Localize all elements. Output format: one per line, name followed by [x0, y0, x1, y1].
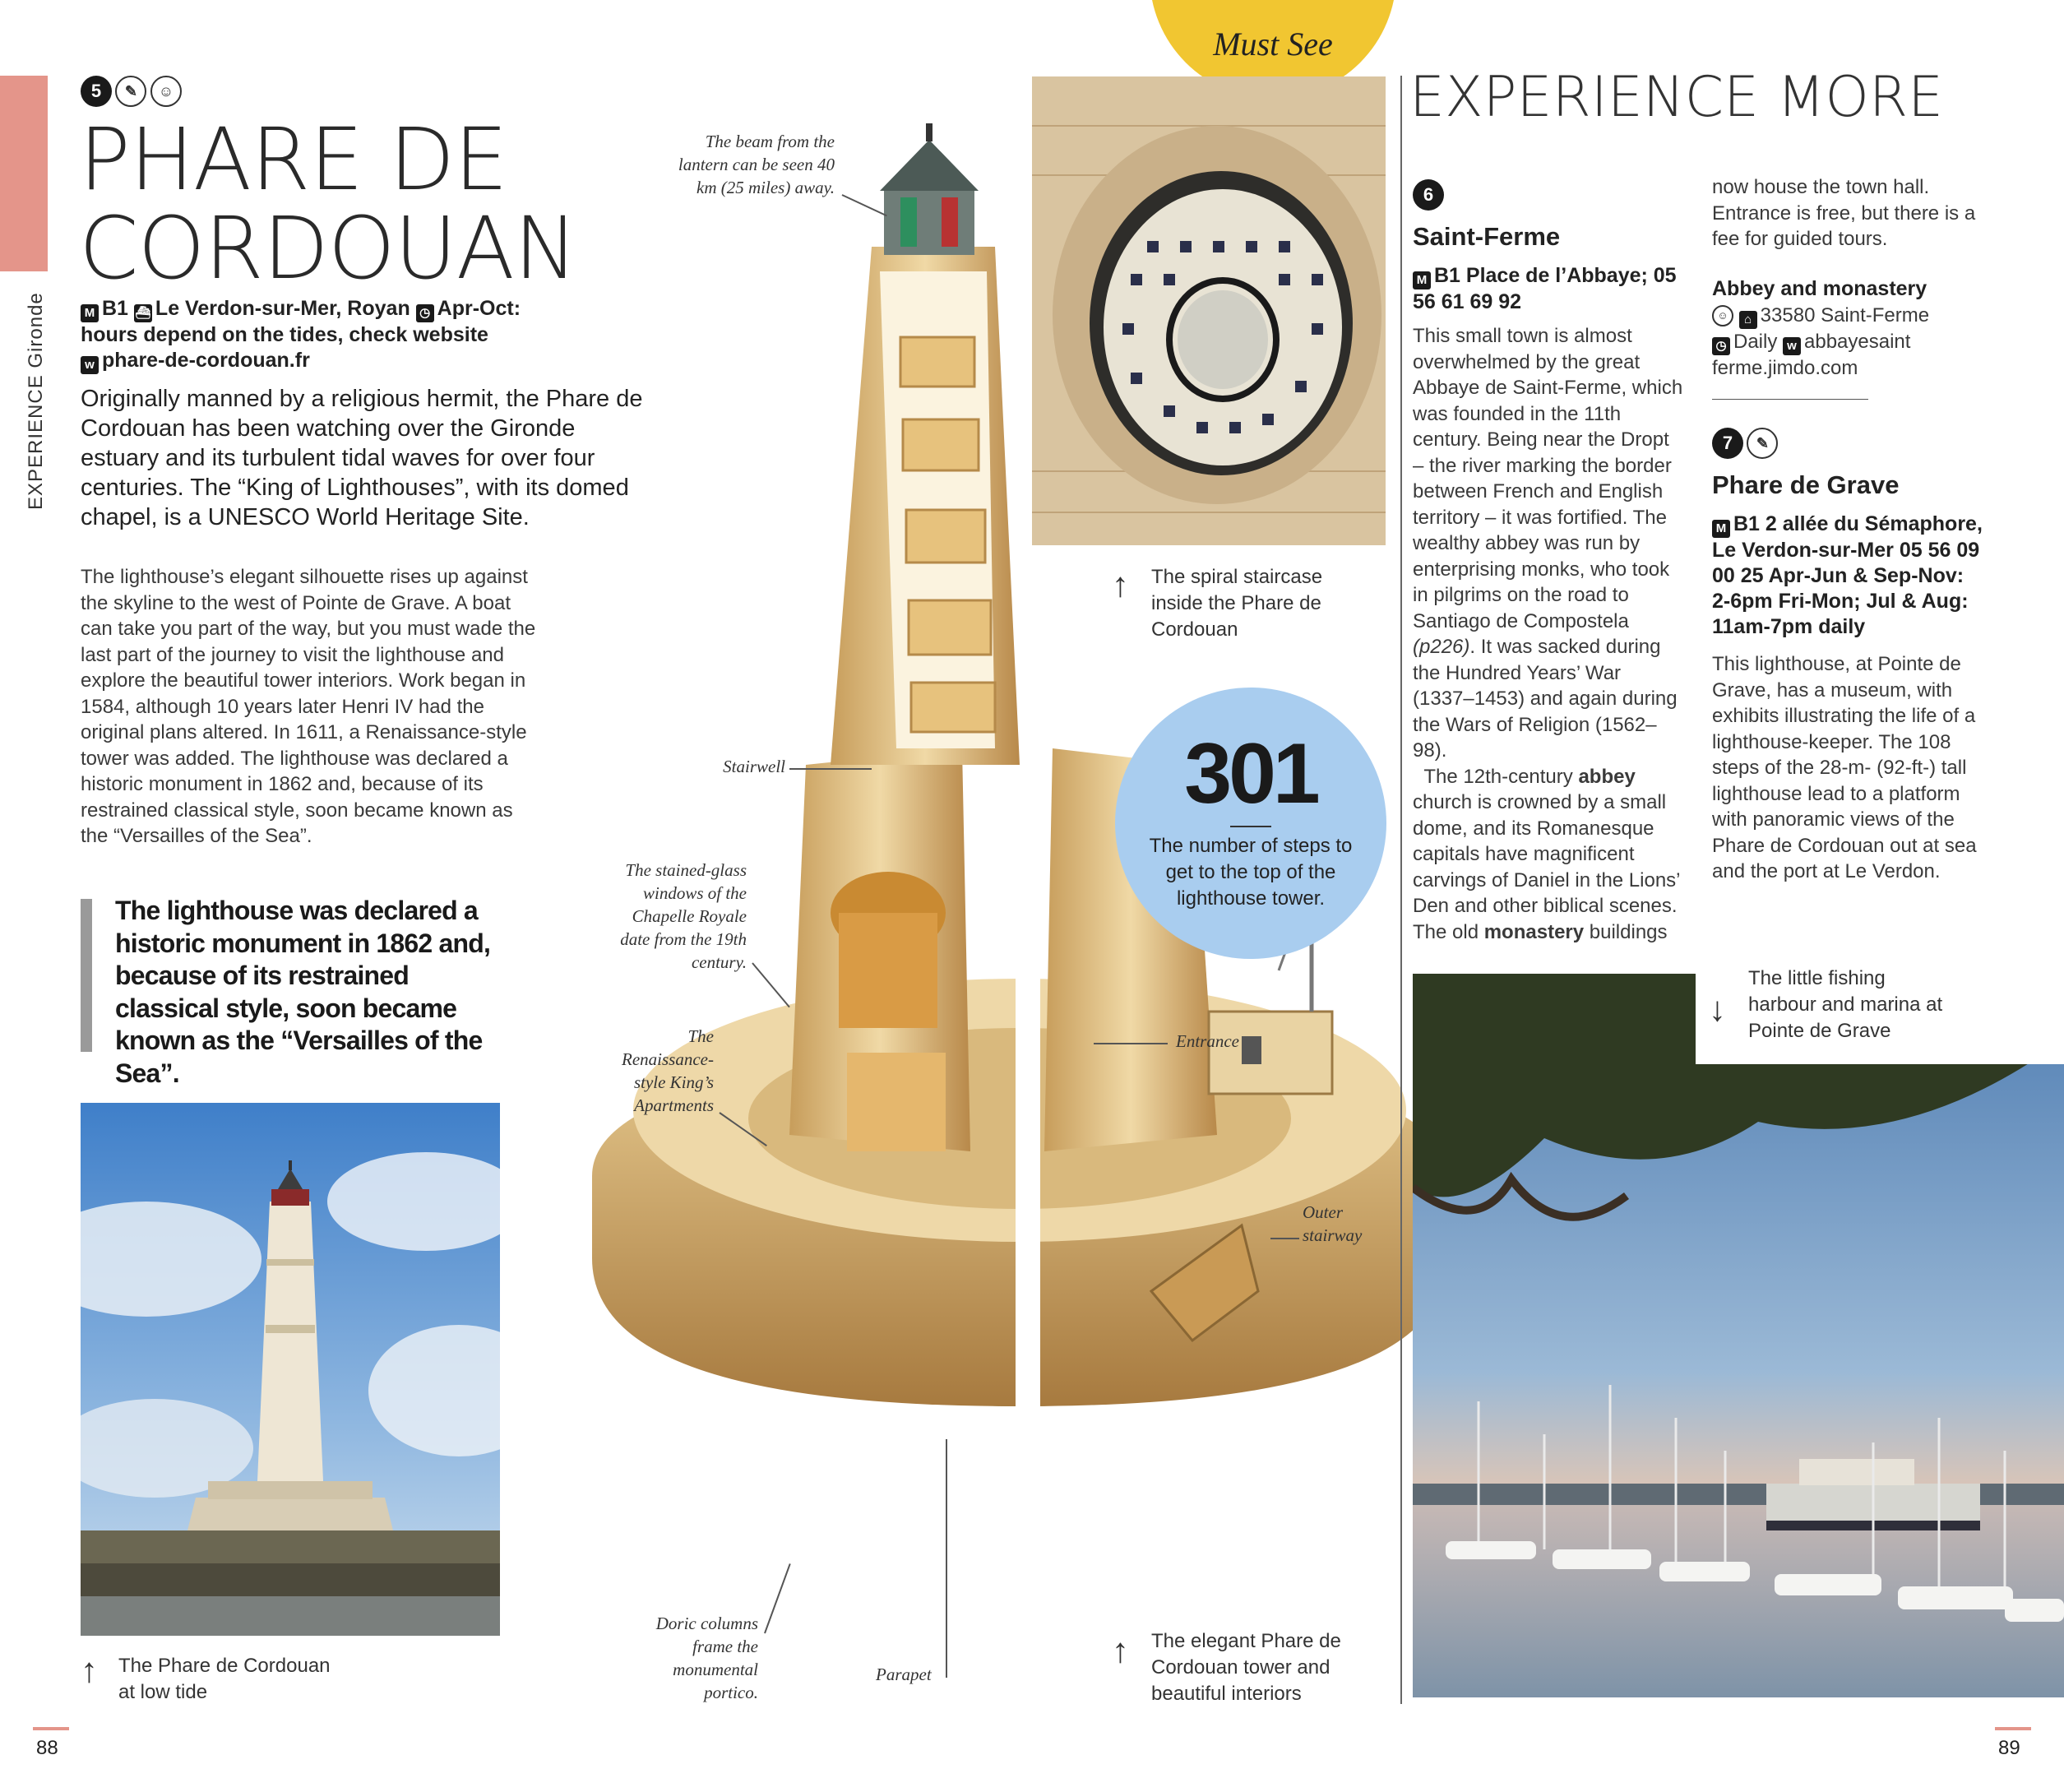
- folio-rule-right: [1995, 1727, 2031, 1730]
- photo-caption-staircase: The spiral staircase inside the Phare de Cordouan: [1151, 566, 1323, 641]
- callout-doric: Doric columns frame the monumental portico.: [655, 1614, 758, 1702]
- callout-apartments: The Renaissance-style King’s Apartments: [622, 1026, 714, 1115]
- photo-harbour: [1413, 974, 2064, 1697]
- entry7-title: Phare de Grave: [1712, 470, 1900, 499]
- entry-icons: [81, 76, 182, 107]
- entry6-info: M B1 Place de l’Abbaye; 05 56 61 69 92: [1413, 264, 1677, 313]
- entry7-number-badge: 7: [1712, 428, 1743, 459]
- entry7-info: M B1 2 allée du Sémaphore, Le Verdon-sur-Mer 05 56 09 00 25 Apr-Jun & Sep-Nov: 2-6pm Fri-Mon; Jul & Aug: 11am-7pm daily: [1712, 512, 1983, 638]
- boat-icon: ⛴: [134, 304, 152, 322]
- must-see-badge: Must See: [1150, 0, 1396, 99]
- body-paragraph: The lighthouse’s elegant silhouette rises up against the skyline to the west of Pointe de Grave. A boat can take you part of the way, but you must wade the last part of the journey to visit the lighthouse and explore the beautiful tower interiors. Work began in 1584, although 10 years later Henri IV had the original plans altered. In 1611, a Renaissance-style tower was added. The lighthouse was declared a historic monument in 1862 and, because of its restrained classical style, soon became known as the “Versailles of the Sea”.: [81, 566, 536, 847]
- stat-rule: [1230, 826, 1271, 827]
- web-icon-abbey: w: [1783, 337, 1801, 355]
- entry6-body: This small town is almost overwhelmed by the great Abbaye de Saint-Ferme, which was founded in the 11th century. Being near the Dropt – the river marking the border between French and English territory – it was fortified. The wealthy abbey was run by enterprising monks, who took in pilgrims on the road to Santiago de Compostela (p226). It was sacked during the Hundred Years’ War (1337–1453) and again during the Wars of Religion (1562–98). The 12th-century abbey church is crowned by a small dome, and its Romanesque capitals have magnificent carvings of Daniel in the Lions’ Den and other biblical scenes. The old monastery buildings: [1413, 325, 1683, 943]
- clock-icon-abbey: ◷: [1712, 337, 1730, 355]
- photo-caption-harbour: The little fishing harbour and marina at Pointe de Grave: [1748, 967, 1943, 1042]
- col2-continued: now house the town hall. Entrance is free, but there is a fee for guided tours.: [1712, 176, 1976, 250]
- pullquote: The lighthouse was declared a historic monument in 1862 and, because of its restrained classical style, soon became known as the “Versailles of the Sea”.: [115, 896, 491, 1088]
- abbey-website-link[interactable]: abbayesaint ferme.jimdo.com: [1712, 330, 1911, 379]
- callout-stairwell: Stairwell: [723, 757, 785, 776]
- family-icon: ☺: [150, 76, 182, 107]
- arrow-up-icon: ↑: [81, 1651, 98, 1689]
- photo-caption-low-tide: The Phare de Cordouan at low tide: [118, 1655, 331, 1703]
- leader-stairwell: [789, 768, 872, 770]
- leader-parapet: [946, 1439, 947, 1678]
- callout-beam: The beam from the lantern can be seen 40 km (25 miles) away.: [678, 132, 835, 197]
- entry7-body: This lighthouse, at Pointe de Grave, has a museum, with exhibits illustrating the life of a lighthouse-keeper. The 108 steps of the 28-m- (92-ft-) tall lighthouse lead to a platform with panoramic views of the Phare de Cordouan out at sea and the port at Le Verdon.: [1712, 653, 1977, 882]
- leader-stairway: [1270, 1238, 1299, 1239]
- entry6: [1413, 179, 1684, 945]
- ticket-icon: ✎: [115, 76, 146, 107]
- lead-paragraph: Originally manned by a religious hermit, the Phare de Cordouan has been watching over the Gironde estuary and its turbulent tidal waves for over four centuries. The “King of Lighthouses”, with its domed chapel, is a UNESCO World Heritage Site.: [81, 386, 643, 530]
- address-icon: ⌂: [1739, 311, 1757, 329]
- abbey-info: ☺ ⌂ 33580 Saint-Ferme ◷ Daily w abbayesaint ferme.jimdo.com: [1712, 303, 1930, 379]
- map-icon: M: [81, 304, 99, 322]
- stat-number: 301: [1184, 726, 1317, 822]
- website-link[interactable]: phare-de-cordouan.fr: [102, 349, 310, 372]
- photo-lighthouse-low-tide: [81, 1103, 500, 1636]
- callout-entrance: Entrance: [1176, 1031, 1239, 1051]
- leader-entrance: [1094, 1043, 1168, 1044]
- side-running-head: EXPERIENCE Gironde: [25, 292, 47, 510]
- abbey-subheading: Abbey and monastery: [1712, 276, 1927, 300]
- photo-spiral-staircase: [1032, 76, 1386, 545]
- section-heading: EXPERIENCE MORE: [1409, 65, 1944, 130]
- callout-stairway: Outer stairway: [1303, 1202, 1363, 1245]
- arrow-up-icon-staircase: ↑: [1112, 565, 1129, 604]
- map-icon-entry7: M: [1712, 520, 1730, 538]
- pullquote-bar: [81, 899, 92, 1052]
- family-icon-abbey: ☺: [1712, 305, 1733, 326]
- stat-text: The number of steps to get to the top of the lighthouse tower.: [1149, 835, 1353, 910]
- column-divider: [1400, 76, 1402, 1704]
- entry-separator: [1712, 399, 1868, 400]
- entry-info: M B1 ⛴ Le Verdon-sur-Mer, Royan ◷ Apr-Oct: hours depend on the tides, check website w phare-de-cordouan.fr: [81, 296, 656, 374]
- entry6-number-badge: 6: [1413, 179, 1444, 211]
- web-icon: w: [81, 356, 99, 374]
- map-icon-entry6: M: [1413, 271, 1431, 289]
- entry6-title: Saint-Ferme: [1413, 222, 1561, 251]
- page-number-right: 89: [1998, 1737, 2020, 1759]
- page-number-left: 88: [36, 1737, 58, 1759]
- arrow-up-icon-tower: ↑: [1112, 1631, 1129, 1669]
- stat-circle: [1115, 688, 1386, 959]
- folio-rule-left: [33, 1727, 69, 1730]
- right-column: [1712, 174, 1983, 885]
- ticket-icon-entry7: ✎: [1747, 428, 1778, 459]
- entry-number-badge: 5: [81, 76, 112, 107]
- illustration-caption-tower: The elegant Phare de Cordouan tower and beautiful interiors: [1151, 1630, 1341, 1705]
- callout-windows: The stained-glass windows of the Chapelle Royale date from the 19th century.: [620, 860, 747, 972]
- clock-icon: ◷: [416, 304, 434, 322]
- callout-parapet: Parapet: [876, 1665, 932, 1684]
- section-color-tab: [0, 76, 48, 271]
- arrow-down-icon: ↓: [1709, 989, 1726, 1028]
- page-title: PHARE DE CORDOUAN: [79, 109, 577, 299]
